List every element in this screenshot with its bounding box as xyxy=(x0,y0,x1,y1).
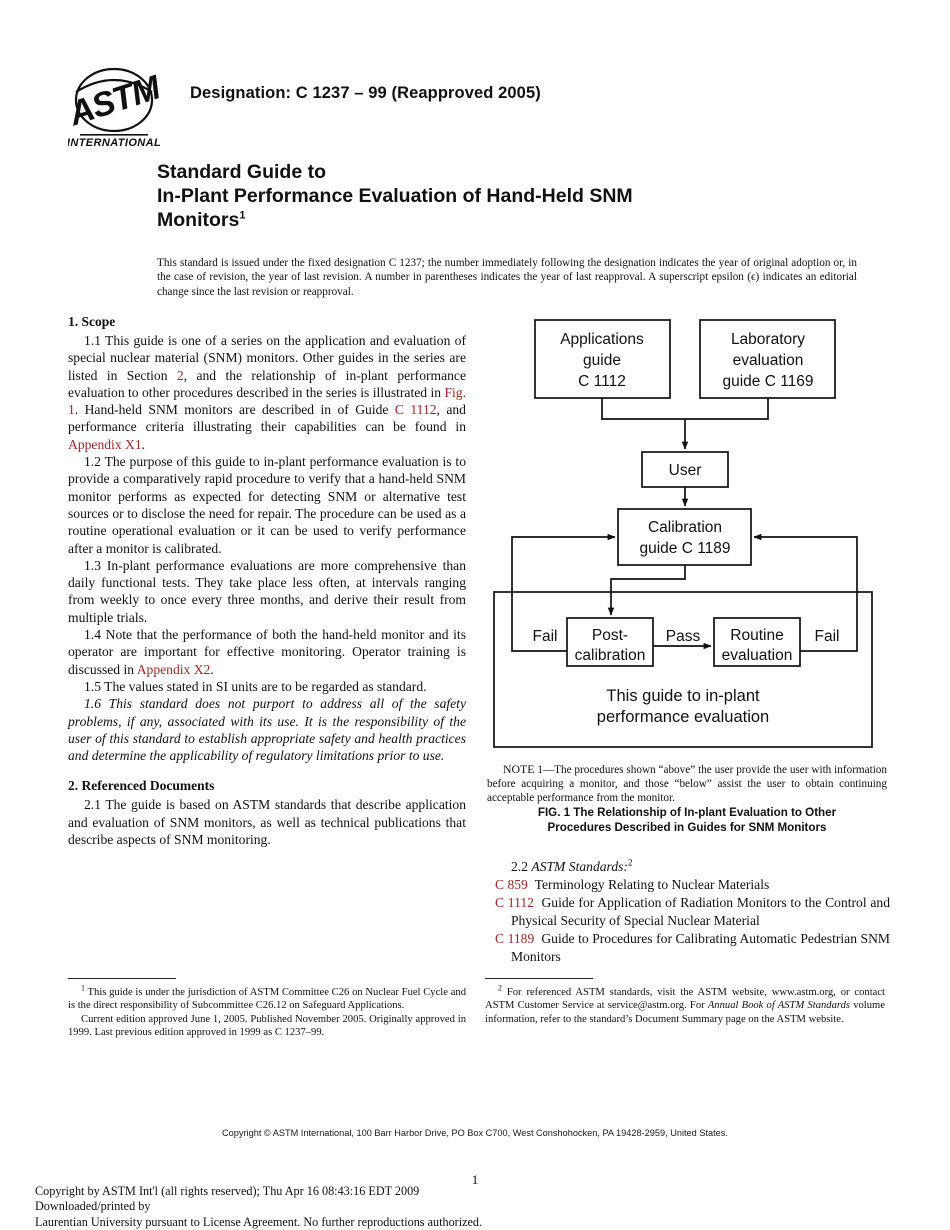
p1-1-text-d: , and performance criteria illustrating their capabilities can be found in xyxy=(68,402,466,435)
link-appendix-x2[interactable]: Appendix X2 xyxy=(136,661,211,677)
label-edge-fail-right: Fail xyxy=(814,628,840,645)
label-user: User xyxy=(668,462,702,479)
link-c1189-ref[interactable]: C 1189 xyxy=(495,931,535,946)
label-container-line1: This guide to in-plant xyxy=(606,687,760,705)
reference-title: Terminology Relating to Nuclear Materials xyxy=(534,877,770,892)
p1-4-text-b: . xyxy=(210,661,214,677)
footnote-2-paragraph xyxy=(485,983,885,1026)
astm-standards-number: 2.2 xyxy=(511,859,532,874)
paragraph-1-2: 1.2 The purpose of this guide to in-plant performance evaluation is to provide a comparatively rapid procedure to verify that a hand-held SNM monitor performs as expected for detecting SNM or alternative test sources or to disclose the need for repair. The procedure can be used as a routine operational evaluation or it can be used to verify performance after a monitor is calibrated. xyxy=(68,454,466,556)
label-calibration-line1: Calibration xyxy=(647,519,723,536)
column-left xyxy=(68,313,466,848)
issue-statement: This standard is issued under the fixed designation C 1237; the number immediately following the designation indicates the year of original adoption or, in the case of revision, the year of last revision. A number in parentheses indicates the year of last reapproval. A superscript epsilon (ϵ) indicates an editorial change since the last revision or reapproval. xyxy=(157,257,857,298)
paragraph-1-3: 1.3 In-plant performance evaluations are more comprehensive than daily functional tests. They take place less often, at intervals ranging from weekly to once every three months, and derive their result from multiple trials. xyxy=(68,557,466,625)
label-calibration-line2: guide C 1189 xyxy=(639,540,731,557)
heading-scope: 1. Scope xyxy=(68,314,116,329)
reference-title: Guide to Procedures for Calibrating Automatic Pedestrian SNM Monitors xyxy=(511,931,890,964)
label-applications-guide-line3: C 1112 xyxy=(578,373,626,390)
footnote-2-marker: 2 xyxy=(498,983,502,993)
paragraph-2-1: 2.1 The guide is based on ASTM standards that describe application and evaluation of SNM monitors, as well as technical publications that describe aspects of SNM monitoring. xyxy=(68,797,466,848)
designation-line: Designation: C 1237 – 99 (Reapproved 2005) xyxy=(190,84,541,102)
astm-wordmark: INTERNATIONAL xyxy=(68,137,160,149)
footnote-1-paragraph-2: Current edition approved June 1, 2005. Published November 2005. Originally approved in 1999. Last previous edition approved in 1999 as C 1237–99. xyxy=(68,1013,466,1039)
copyright-line: Copyright © ASTM International, 100 Barr Harbor Drive, PO Box C700, West Conshohocken, PA 19428-2959, United States. xyxy=(222,1128,728,1138)
license-line-1: Copyright by ASTM Int'l (all rights reserved); Thu Apr 16 08:43:16 EDT 2009 xyxy=(35,1184,420,1198)
footnote-rule xyxy=(485,978,593,979)
page-title xyxy=(157,160,857,232)
masthead xyxy=(68,62,868,154)
p1-1-text-c: . Hand-held SNM monitors are described in of Guide xyxy=(74,402,395,418)
label-routine-evaluation-line2: evaluation xyxy=(721,647,793,664)
footnote-1-paragraph-1 xyxy=(68,983,466,1013)
p1-4-text-a: 1.4 Note that the performance of both the hand-held monitor and its operator are important for effective monitoring. Operator training is discussed in xyxy=(68,627,466,677)
paragraph-1-6: 1.6 This standard does not purport to address all of the safety problems, if any, associated with its use. It is the responsibility of the user of this standard to establish appropriate safety and health practices and determine the applicability of regulatory limitations prior to use. xyxy=(68,696,466,764)
label-lab-eval-line1: Laboratory xyxy=(730,331,806,348)
note-text: The procedures shown “above” the user provide the user with information before acquiring a monitor, and those “below” assist the user to obtain continuing acceptable performance from the monitor. xyxy=(487,764,887,805)
title-line-1: Standard Guide to xyxy=(157,161,327,183)
note-number: 1— xyxy=(534,764,555,776)
reference-item xyxy=(495,894,890,930)
title-footnote-marker: 1 xyxy=(239,209,246,222)
paragraph-1-4 xyxy=(68,626,466,678)
paragraph-1-1 xyxy=(68,332,466,453)
flowchart-svg xyxy=(487,313,907,758)
link-appendix-x1[interactable]: Appendix X1 xyxy=(68,436,142,452)
figure-1 xyxy=(487,313,907,758)
link-c859[interactable]: C 859 xyxy=(495,877,528,892)
title-line-3: Monitors xyxy=(157,209,240,231)
p1-1-text-a: 1.1 This guide is one of a series on the application and evaluation of special nuclear material (SNM) monitors. Other guides in the series are listed in Section xyxy=(68,333,466,383)
label-applications-guide-line1: Applications xyxy=(560,331,644,348)
link-section-2[interactable]: 2 xyxy=(176,367,184,383)
footnote-rule xyxy=(68,978,176,979)
figure-note xyxy=(487,762,887,806)
astm-standards-heading xyxy=(495,858,890,876)
reference-item xyxy=(495,930,890,966)
reference-item xyxy=(495,876,890,894)
label-edge-pass: Pass xyxy=(665,628,701,645)
footnote-2-text-a: For referenced ASTM standards, visit the ASTM website, www.astm.org, or contact ASTM Customer Service at service@astm.org. For xyxy=(485,987,885,1012)
paragraph-1-5: 1.5 The values stated in SI units are to be regarded as standard. xyxy=(84,678,427,694)
page-number: 1 xyxy=(471,1172,479,1187)
footnote-2 xyxy=(485,978,885,1026)
link-fig-1[interactable]: Fig. 1 xyxy=(68,384,466,418)
label-edge-fail-left: Fail xyxy=(532,628,558,645)
footnote-1-marker: 1 xyxy=(81,983,85,993)
figure-caption-line1: FIG. 1 The Relationship of In-plant Evaluation to Other xyxy=(537,806,837,819)
footnote-1-text: This guide is under the jurisdiction of ASTM Committee C26 on Nuclear Fuel Cycle and is the direct responsibility of Subcommittee C26.12 on Safeguard Applications. xyxy=(68,987,466,1012)
reference-title: Guide for Application of Radiation Monitors to the Control and Physical Security of Special Nuclear Material xyxy=(511,895,890,928)
astm-logo xyxy=(68,62,160,150)
astm-standards-footnote-marker: 2 xyxy=(627,857,633,868)
astm-standards-label: ASTM Standards: xyxy=(531,859,628,874)
label-lab-eval-line3: guide C 1169 xyxy=(722,373,814,390)
label-routine-evaluation-line1: Routine xyxy=(730,627,784,644)
figure-caption-line2: Procedures Described in Guides for SNM Monitors xyxy=(547,820,827,834)
license-line-3: Laurentian University pursuant to License Agreement. No further reproductions authorized. xyxy=(35,1214,483,1229)
p1-1-text-e: . xyxy=(141,436,146,452)
license-line-2: Downloaded/printed by xyxy=(35,1199,151,1214)
label-post-calibration-line1: Post- xyxy=(591,627,629,644)
heading-referenced-documents: 2. Referenced Documents xyxy=(68,778,215,794)
p1-1-text-b: , and the relationship of in-plant performance evaluation to other procedures described in the series is illustrated in xyxy=(68,367,466,400)
title-line-2: In-Plant Performance Evaluation of Hand-Held SNM xyxy=(157,185,633,207)
label-lab-eval-line2: evaluation xyxy=(732,352,804,369)
footnote-2-text-b: volume information, refer to the standard’s Document Summary page on the ASTM website. xyxy=(485,1000,885,1025)
link-c1112-ref[interactable]: C 1112 xyxy=(495,895,534,910)
label-container-line2: performance evaluation xyxy=(596,708,770,726)
figure-caption xyxy=(487,806,887,835)
svg-text:ASTM: ASTM xyxy=(68,68,160,134)
footnote-1 xyxy=(68,978,466,1040)
label-post-calibration-line2: calibration xyxy=(574,647,646,664)
license-block xyxy=(35,1184,735,1230)
link-c1112[interactable]: C 1112 xyxy=(394,402,437,418)
referenced-standards-list xyxy=(495,858,890,966)
footnote-2-italic-title: Annual Book of ASTM Standards xyxy=(707,1000,851,1012)
title-block xyxy=(157,160,857,299)
note-label: NOTE xyxy=(503,762,535,776)
label-applications-guide-line2: guide xyxy=(583,352,621,369)
